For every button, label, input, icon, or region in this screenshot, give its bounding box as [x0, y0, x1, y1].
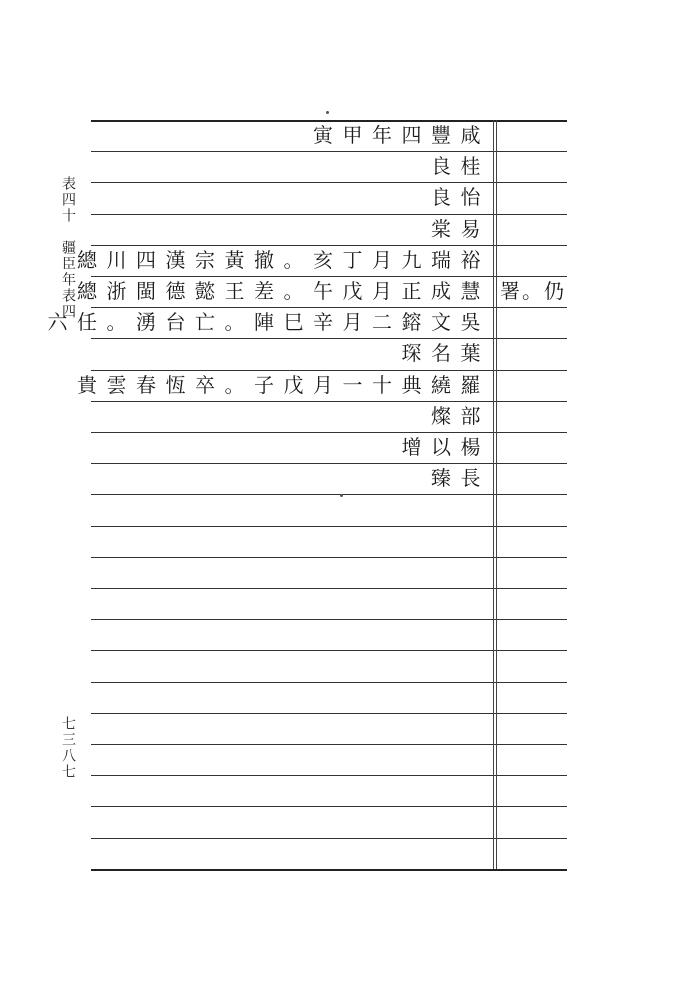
table-row-note	[500, 120, 566, 150]
table-row-note	[500, 370, 566, 400]
table-row-main: 臻長	[431, 466, 490, 491]
table-row-main: 總浙閩德懿王差。午戊月正成慧	[77, 279, 490, 303]
side-title: 表四十 疆臣年表四	[60, 176, 76, 320]
column-rule	[493, 120, 494, 869]
table-row-main: 棠易	[431, 216, 490, 241]
table-row-note	[500, 806, 566, 836]
table-row-note	[500, 526, 566, 556]
table-row-note	[500, 650, 566, 680]
table-row-note	[500, 151, 566, 181]
page-number: 七三八七	[60, 716, 76, 780]
table-row-note	[500, 245, 566, 275]
table-row-note	[500, 775, 566, 805]
table-row-note	[500, 713, 566, 743]
print-speck	[326, 111, 329, 114]
table-row-note	[500, 182, 566, 212]
table-row-note: 署。仍	[500, 279, 566, 303]
table-row-note	[500, 494, 566, 524]
table-row-note	[500, 744, 566, 774]
table-row-note	[500, 682, 566, 712]
table-row-note	[500, 557, 566, 587]
column-rule	[496, 120, 497, 869]
table-row-main: 寅甲年四豐咸	[313, 123, 490, 147]
table-row-note	[500, 588, 566, 618]
table-row-main: 燦部	[431, 403, 490, 428]
table-row-note	[500, 838, 566, 868]
table-row-note	[500, 401, 566, 431]
table-row-note	[500, 338, 566, 368]
table-row-note	[500, 307, 566, 337]
table-row-main: 總川四漢宗黃撤。亥丁月九瑞裕	[77, 247, 490, 272]
row-rule	[91, 869, 567, 871]
table-row-note	[500, 214, 566, 244]
table-row-main: 琛名葉	[401, 341, 490, 366]
table-row-main: 良桂	[431, 154, 490, 179]
table-row-main: 六任。湧台亡。陣巳辛月二鎔文吳	[47, 310, 490, 335]
table-row-main: 良怡	[431, 185, 490, 210]
table-row-note	[500, 463, 566, 493]
table-row-note	[500, 432, 566, 462]
table-row-note	[500, 619, 566, 649]
table-row-main: 增以楊	[401, 435, 490, 459]
print-speck	[340, 494, 343, 497]
table-row-main: 貴雲春恆卒。子戊月一十典繞羅	[77, 372, 490, 397]
